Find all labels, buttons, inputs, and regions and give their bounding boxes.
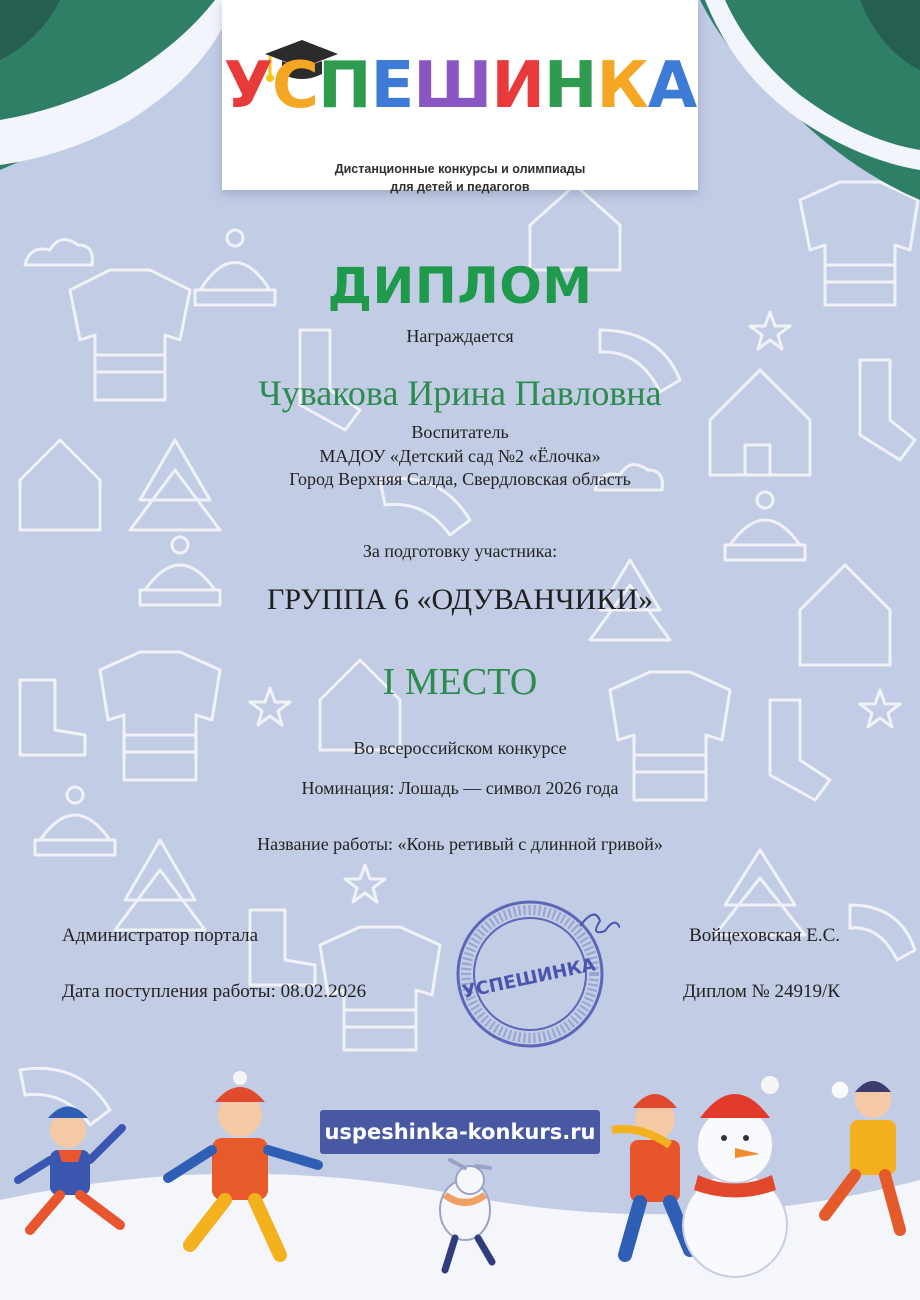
recipient-name: Чувакова Ирина Павловна — [258, 373, 662, 413]
logo-letter: Ш — [413, 49, 492, 123]
participant-name: ГРУППА 6 «ОДУВАНЧИКИ» — [266, 583, 654, 616]
admin-name: Войцеховская Е.С. — [689, 925, 840, 946]
contest-label: Во всероссийском конкурсе — [353, 738, 567, 758]
tagline-line-2: для детей и педагогов — [390, 180, 530, 194]
star-icon — [345, 865, 385, 902]
work-title-text: Название работы: «Конь ретивый с длинной гривой» — [257, 834, 663, 854]
stamp-text: УСПЕШИНКА — [460, 954, 598, 1003]
tree-icon — [715, 850, 805, 935]
logo-letter: И — [491, 49, 544, 123]
logo-card — [222, 0, 698, 194]
awarded-label: Награждается — [406, 326, 514, 346]
fir-branches-left — [0, 0, 235, 170]
logo-letter: С — [272, 49, 318, 123]
logo-tagline — [330, 160, 590, 196]
official-stamp — [450, 886, 620, 1056]
tagline-line-1: Дистанционные конкурсы и олимпиады — [334, 162, 586, 176]
recipient-location: Город Верхняя Салда, Свердловская область — [289, 469, 631, 489]
snowman — [683, 1076, 787, 1277]
submission-date: Дата поступления работы: 08.02.2026 — [62, 981, 367, 1002]
fir-branches-right — [700, 0, 920, 200]
place-award: I МЕСТО — [382, 661, 538, 703]
nomination-text: Номинация: Лошадь — символ 2026 года — [301, 778, 619, 798]
logo-letter: А — [647, 49, 697, 123]
preparation-label: За подготовку участника: — [362, 541, 558, 561]
diploma-number: Диплом № 24919/К — [682, 981, 840, 1002]
diploma-title: ДИПЛОМ — [327, 257, 593, 315]
boot-icon — [250, 910, 315, 985]
website-link[interactable]: uspeshinka-konkurs.ru — [320, 1110, 600, 1154]
logo-letter: У — [223, 49, 273, 123]
recipient-organization: МАДОУ «Детский сад №2 «Ёлочка» — [319, 446, 601, 466]
recipient-position: Воспитатель — [411, 422, 509, 442]
admin-label: Администратор портала — [62, 925, 259, 946]
logo-wordmark — [222, 46, 698, 126]
logo-letter: Н — [543, 49, 597, 123]
logo-letter: Е — [370, 49, 414, 123]
logo-letter: К — [596, 49, 648, 123]
scarf-icon — [850, 905, 915, 960]
logo-letter: П — [318, 49, 371, 123]
